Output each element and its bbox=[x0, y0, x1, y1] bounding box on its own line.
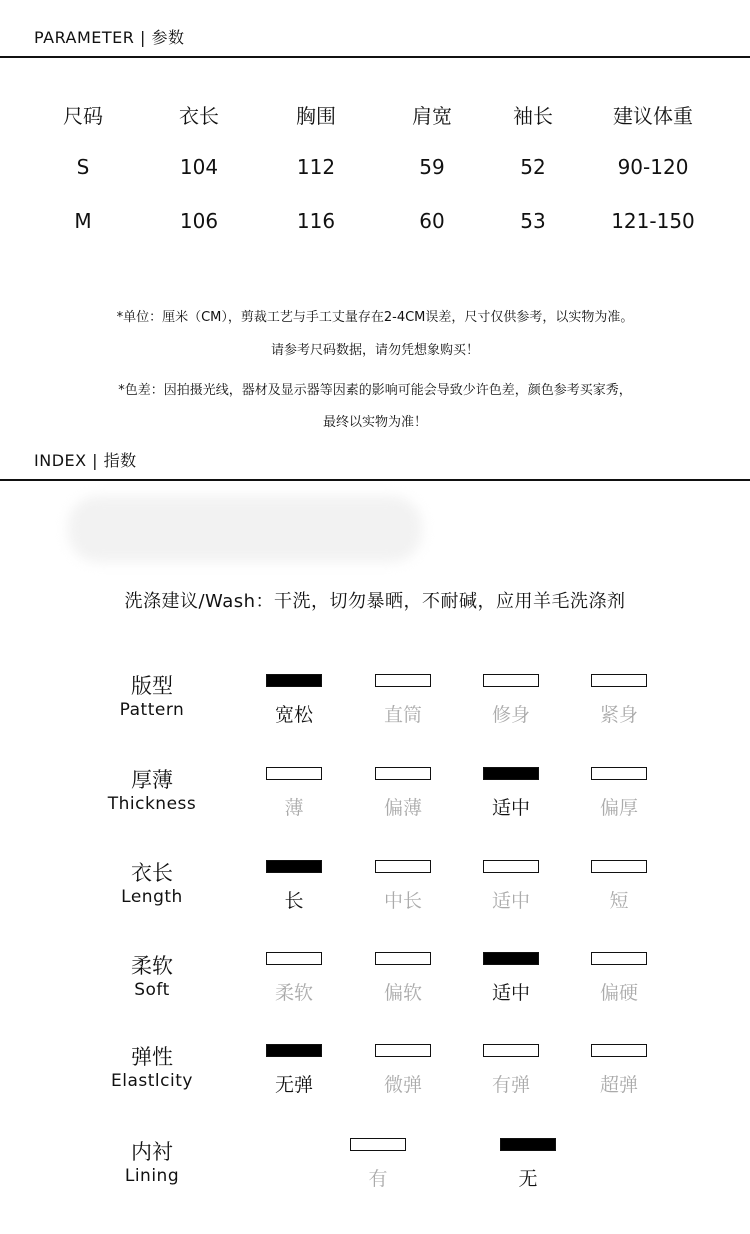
header-shoulder: 肩宽 bbox=[412, 104, 452, 128]
attribute-label-en: Thickness bbox=[107, 794, 197, 814]
option bbox=[375, 767, 431, 820]
option-label: 适中 bbox=[491, 797, 530, 819]
option-label: 偏软 bbox=[383, 982, 422, 1004]
wash-instructions: 洗涤建议/Wash：干洗，切勿暴晒，不耐碱，应用羊毛洗涤剂 bbox=[124, 591, 626, 612]
option-label: 薄 bbox=[284, 797, 304, 819]
attribute-label-en: Lining bbox=[124, 1166, 180, 1186]
index-heading bbox=[34, 451, 137, 471]
option-indicator bbox=[350, 1138, 406, 1151]
option bbox=[375, 1044, 431, 1097]
option bbox=[266, 767, 322, 820]
parameter-divider bbox=[0, 56, 750, 58]
option-indicator bbox=[483, 860, 539, 873]
heading-separator: | bbox=[86, 451, 104, 470]
option-indicator bbox=[375, 767, 431, 780]
attribute-label bbox=[92, 1044, 212, 1092]
attribute-label-cn: 弹性 bbox=[131, 1045, 173, 1069]
option-indicator bbox=[266, 674, 322, 687]
option-indicator bbox=[591, 952, 647, 965]
blurred-placeholder bbox=[68, 496, 422, 562]
option-indicator bbox=[266, 860, 322, 873]
option-indicator bbox=[591, 674, 647, 687]
option-indicator bbox=[591, 860, 647, 873]
option bbox=[266, 952, 322, 1005]
attribute-label bbox=[92, 860, 212, 908]
header-chest: 胸围 bbox=[296, 104, 336, 128]
option bbox=[483, 674, 539, 727]
header-weight: 建议体重 bbox=[613, 104, 693, 128]
option-label: 偏厚 bbox=[599, 797, 638, 819]
parameter-heading bbox=[34, 28, 184, 48]
option bbox=[591, 1044, 647, 1097]
header-length: 衣长 bbox=[179, 104, 219, 128]
unit-note: *单位：厘米（CM），剪裁工艺与手工丈量存在2-4CM误差，尺寸仅供参考，以实物为准。 bbox=[116, 310, 634, 325]
option-indicator bbox=[375, 674, 431, 687]
option-label: 直筒 bbox=[383, 704, 422, 726]
option-label: 无 bbox=[518, 1168, 538, 1190]
cell-weight: 121-150 bbox=[611, 209, 695, 233]
attribute-label bbox=[92, 953, 212, 1001]
option-label: 微弹 bbox=[383, 1074, 422, 1096]
cell-length: 106 bbox=[179, 209, 219, 233]
option-label: 有弹 bbox=[491, 1074, 530, 1096]
option bbox=[591, 952, 647, 1005]
option bbox=[266, 1044, 322, 1097]
cell-sleeve: 53 bbox=[520, 209, 546, 233]
index-heading-en: INDEX bbox=[34, 451, 87, 470]
cell-size: M bbox=[74, 209, 92, 233]
option-indicator bbox=[375, 1044, 431, 1057]
cell-size: S bbox=[76, 155, 90, 179]
option-indicator bbox=[483, 674, 539, 687]
option-label: 长 bbox=[284, 890, 304, 912]
option-label: 偏硬 bbox=[599, 982, 638, 1004]
attribute-label-en: Length bbox=[121, 887, 183, 907]
option bbox=[375, 952, 431, 1005]
index-heading-cn: 指数 bbox=[103, 451, 137, 470]
attribute-label-cn: 厚薄 bbox=[131, 768, 173, 792]
cell-length: 104 bbox=[179, 155, 219, 179]
header-sleeve: 袖长 bbox=[513, 104, 553, 128]
option bbox=[591, 767, 647, 820]
option-indicator bbox=[483, 1044, 539, 1057]
cell-chest: 116 bbox=[296, 209, 336, 233]
attribute-label-cn: 版型 bbox=[131, 674, 173, 698]
size-reference-note: 请参考尺码数据，请勿凭想象购买！ bbox=[270, 343, 479, 358]
option-indicator bbox=[375, 860, 431, 873]
index-divider bbox=[0, 479, 750, 481]
attribute-label-en: Pattern bbox=[119, 700, 185, 720]
attribute-label bbox=[92, 673, 212, 721]
option-label: 宽松 bbox=[274, 704, 313, 726]
option bbox=[500, 1138, 556, 1191]
option bbox=[266, 674, 322, 727]
parameter-heading-cn: 参数 bbox=[151, 28, 185, 47]
attribute-label-en: Elastlcity bbox=[111, 1071, 193, 1091]
option-indicator bbox=[266, 767, 322, 780]
attribute-label-cn: 内衬 bbox=[131, 1140, 173, 1164]
option-indicator bbox=[266, 952, 322, 965]
parameter-heading-en: PARAMETER bbox=[34, 28, 135, 47]
option-label: 修身 bbox=[491, 704, 530, 726]
option bbox=[266, 860, 322, 913]
option bbox=[483, 1044, 539, 1097]
option bbox=[375, 674, 431, 727]
cell-weight: 90-120 bbox=[617, 155, 689, 179]
attribute-label bbox=[92, 767, 212, 815]
cell-sleeve: 52 bbox=[520, 155, 546, 179]
option-label: 无弹 bbox=[274, 1074, 313, 1096]
option-label: 中长 bbox=[383, 890, 422, 912]
option-indicator bbox=[375, 952, 431, 965]
option-label: 偏薄 bbox=[383, 797, 422, 819]
option-indicator bbox=[266, 1044, 322, 1057]
option-indicator bbox=[500, 1138, 556, 1151]
option-indicator bbox=[483, 767, 539, 780]
option-label: 有 bbox=[368, 1168, 388, 1190]
option bbox=[483, 860, 539, 913]
option bbox=[375, 860, 431, 913]
cell-shoulder: 59 bbox=[419, 155, 445, 179]
attribute-label-cn: 衣长 bbox=[131, 861, 173, 885]
option-label: 适中 bbox=[491, 982, 530, 1004]
color-note: *色差：因拍摄光线，器材及显示器等因素的影响可能会导致少许色差，颜色参考买家秀， bbox=[118, 383, 632, 398]
option-label: 紧身 bbox=[599, 704, 638, 726]
attribute-label bbox=[92, 1139, 212, 1187]
cell-shoulder: 60 bbox=[419, 209, 445, 233]
header-size: 尺码 bbox=[63, 104, 103, 128]
option bbox=[591, 674, 647, 727]
option bbox=[483, 767, 539, 820]
option bbox=[591, 860, 647, 913]
color-note-end: 最终以实物为准！ bbox=[322, 415, 427, 430]
option-label: 短 bbox=[609, 890, 629, 912]
option-label: 超弹 bbox=[599, 1074, 638, 1096]
option-indicator bbox=[591, 1044, 647, 1057]
option-label: 柔软 bbox=[274, 982, 313, 1004]
cell-chest: 112 bbox=[296, 155, 336, 179]
attribute-label-en: Soft bbox=[134, 980, 170, 1000]
attribute-label-cn: 柔软 bbox=[131, 954, 173, 978]
option-indicator bbox=[483, 952, 539, 965]
option bbox=[350, 1138, 406, 1191]
heading-separator: | bbox=[134, 28, 152, 47]
option-label: 适中 bbox=[491, 890, 530, 912]
option-indicator bbox=[591, 767, 647, 780]
option bbox=[483, 952, 539, 1005]
